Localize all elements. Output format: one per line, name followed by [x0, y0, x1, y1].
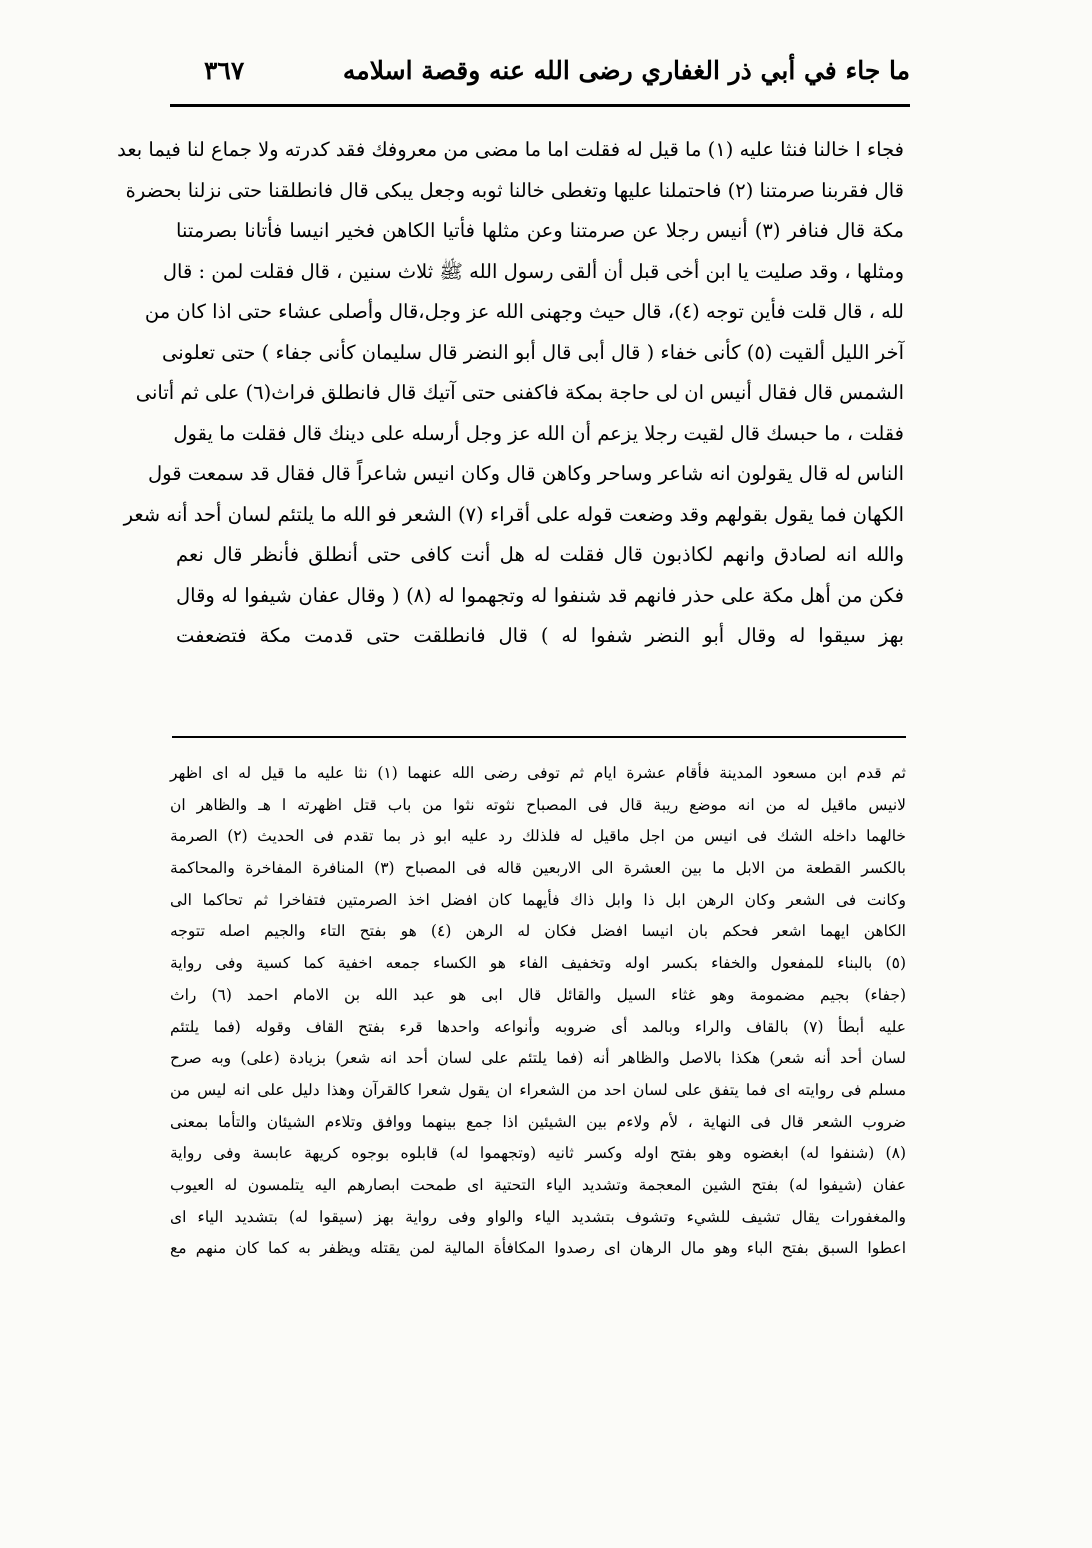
main-text-line: ومثلها ، وقد صليت يا ابن أخى قبل أن ألقى رسول الله ﷺ ثلاث سنين ، قال فقلت لمن : قال: [162, 259, 904, 283]
running-title: ما جاء في أبي ذر الغفاري رضى الله عنه وقصة اسلامه: [342, 56, 910, 85]
footnote-line: اعطوا السبق بفتح الباء وهو مال الرهان اى رصدوا المكافأة المالية لمن يقتله ويظفر به كما كان منهم مع: [170, 1239, 906, 1258]
footnote-line: وكانت فى الشعر وكان الرهن ابل ذا وابل ذاك فأيهما كان افضل اخذ الصرمتين فتفاخرا ثم تحاكما الى: [170, 890, 906, 909]
footnote-line: ثم قدم ابن مسعود المدينة فأقام عشرة ايام ثم توفى رضى الله عنهما (١) نثا عليه ما قيل له اى اظهر: [170, 764, 907, 782]
main-text-line: الناس له قال يقولون انه شاعر وساحر وكاهن قال وكان انيس شاعراً قال فقال قد سمعت قول: [147, 462, 904, 485]
main-text-line: مكة قال فنافر (٣) أنيس رجلا عن صرمتنا وعن مثلها فأتيا الكاهن فخير انيسا فأتانا بصرمتنا: [176, 219, 904, 242]
footnote-line: مسلم فى روايته اى فما يتفق على لسان احد من الشعراء ان يقول شعرا كالقرآن وهذا دليل على انه ليس من: [170, 1080, 906, 1099]
main-text-line: فكن من أهل مكة على حذر فانهم قد شنفوا له وتجهموا له (٨) ( وقال عفان شيفوا له وقال: [176, 583, 904, 607]
main-text-line: بهز سيقوا له وقال أبو النضر شفوا له ) قال فانطلقت حتى قدمت مكة فتضعفت: [176, 624, 904, 647]
header-rule: [170, 104, 910, 107]
main-text-line: قال فقربنا صرمتنا (٢) فاحتملنا عليها وتغطى خالنا ثوبه وجعل يبكى قال فانطلقنا حتى نزلنا بحضرة: [125, 178, 904, 202]
main-text-line: الشمس قال فقال أنيس ان لى حاجة بمكة فاكفنى حتى آتيك قال فانطلق فراث(٦) على ثم أتانى: [135, 381, 904, 404]
footnote-line: (جفاء) بجيم مضمومة وهو غثاء السيل والقائل قال ابى هو عبد الله بن الامام احمد (٦) راث: [170, 985, 907, 1004]
main-text: [117, 130, 904, 657]
footnote-line: والمغفورات يقال تشيف للشيء وتشوف بتشديد الياء والواو وفى رواية بهز (سيقوا له) بتشديد الياء اى: [170, 1207, 906, 1226]
footnote-line: لانيس ماقيل له من انه موضع ريبة قال فى المصباح نثوته نثوا من باب قتل اظهرته ا هـ والظاهر ان: [170, 795, 906, 814]
footnote-line: الكاهن ايهما اشعر فحكم بان انيسا افضل فكان له الرهن (٤) هو بفتح التاء والجيم اصله تتوجه: [170, 922, 906, 941]
page-header: [170, 52, 910, 96]
footnote-line: عليه أبطأ (٧) بالقاف والراء وبالمد أى ضروبه وأنواعه واحدها قرء بفتح القاف وقوله (فما يلتئم: [170, 1017, 906, 1036]
main-text-line: لله ، قال قلت فأين توجه (٤)، قال حيث وجهنى الله عز وجل،قال وأصلى عشاء حتى اذا كان من: [144, 300, 904, 323]
footnote-line: (٥) بالبناء للمفعول والخفاء بكسر اوله وتخفيف الفاء هو الكساء جمعه اخفية كما كسية وفى رواية: [170, 954, 906, 973]
footnote-line: ضروب الشعر قال فى النهاية ، لأم ولاءم بين الشيئين اذا جمع بينهما ووافق وتلاءم الشيئان والتأما بمعنى: [170, 1112, 906, 1131]
main-text-line: فجاء ا خالنا فنثا عليه (١) ما قيل له فقلت اما ما مضى من معروفك فقد كدرته ولا جماع لنا فيما بعد: [117, 138, 904, 161]
main-text-line: فقلت ، ما حبسك قال لقيت رجلا يزعم أن الله عز وجل أرسله على دينك قال فقلت ما يقول: [173, 421, 904, 445]
main-text-line: آخر الليل ألقيت (٥) كأنى خفاء ( قال أبى قال أبو النضر قال سليمان كأنى جفاء ) حتى تعلونى: [162, 340, 904, 364]
footnote-line: خالهما داخله الشك فى انيس من اجل ماقيل له فلذلك رد عليه ابو ذر بما تقدم فى الحديث (٢) الصرمة: [170, 827, 907, 846]
page-number: ٣٦٧: [204, 56, 245, 85]
footnote-line: (٨) (شنفوا له) ابغضوه وهو بفتح اوله وكسر ثانيه (وتجهموا له) قابلوه بوجوه كريهة عابسة وفى رواية: [170, 1144, 906, 1163]
footnote-line: بالكسر القطعة من الابل ما بين العشرة الى الاربعين قاله فى المصباح (٣) المنافرة المفاخرة والمحاكمة: [170, 859, 906, 878]
footnote-line: عفان (شيفوا له) بفتح الشين المعجمة وتشديد الياء التحتية اى طمحت ابصارهم اليه يتلمسون له العيوب: [170, 1175, 906, 1194]
footnote-line: لسان أحد أنه شعر) هكذا بالاصل والظاهر أنه (فما يلتئم على لسان أحد انه شعر) بزيادة (على) وبه صرح: [170, 1049, 906, 1068]
main-text-line: الكهان فما يقول بقولهم وقد وضعت قوله على أقراء (٧) الشعر فو الله ما يلتئم لسان أحد أنه شعر: [123, 502, 904, 526]
footnotes: [170, 758, 906, 1265]
main-text-line: والله انه لصادق وانهم لكاذبون قال فقلت له هل أنت كافى حتى أنطلق فأنظر قال نعم: [176, 543, 904, 566]
footnote-separator: [172, 736, 906, 738]
